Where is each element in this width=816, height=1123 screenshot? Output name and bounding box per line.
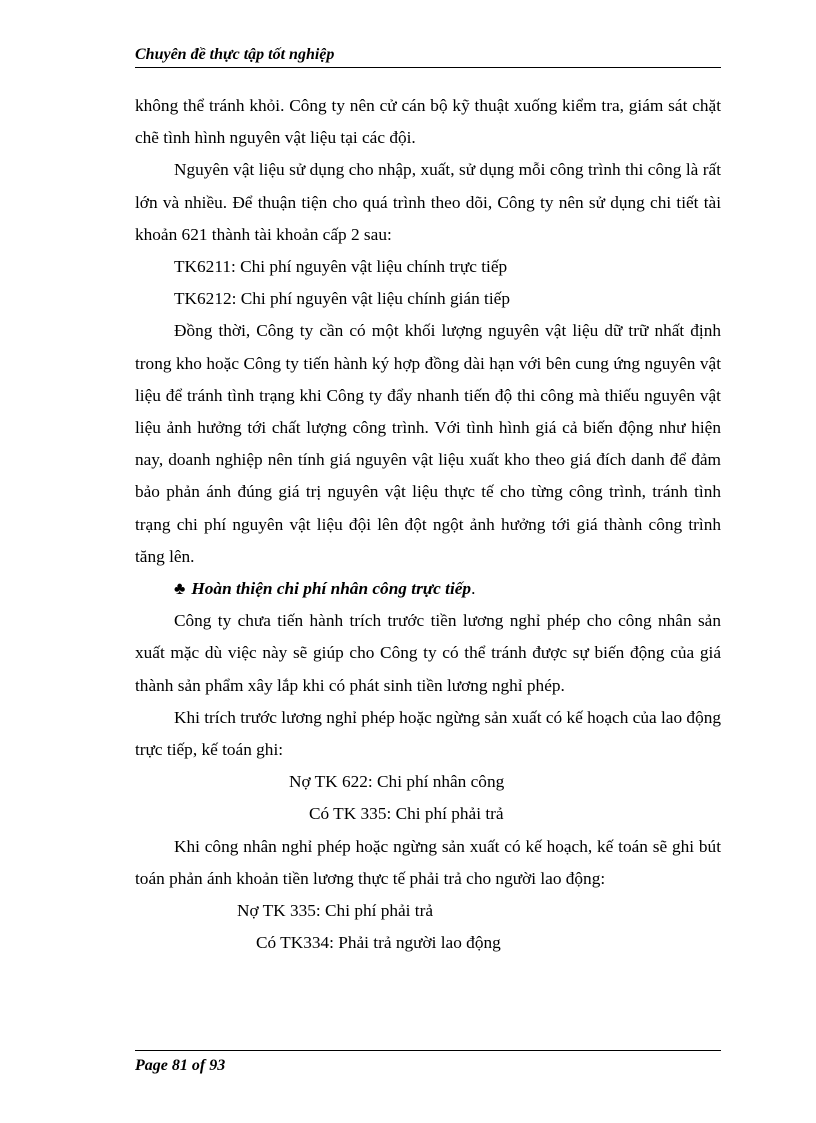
club-bullet-icon: ♣ xyxy=(174,579,186,599)
paragraph-3: Đồng thời, Công ty cần có một khối lượng nguyên vật liệu dữ trữ nhất định trong kho hoặc Công ty tiến hành ký hợp đồng dài hạn với bên cung ứng nguyên vật liệu để tránh tình trạng khi Công ty đẩy nhanh tiến độ thi công mà thiếu nguyên vật liệu ảnh hưởng tới chất lượng công trình. Với tình hình giá cả biến động như hiện nay, doanh nghiệp nên tính giá nguyên vật liệu xuất kho theo giá đích danh để đảm bảo phản ánh đúng giá trị nguyên vật liệu thực tế cho từng công trình, tránh tình trạng chi phí nguyên vật liệu đội lên đột ngột ảnh hưởng tới giá thành công trình tăng lên. xyxy=(135,321,721,566)
entry-1-credit: Có TK 335: Chi phí phải trả xyxy=(309,804,504,824)
paragraph-4: Công ty chưa tiến hành trích trước tiền lương nghỉ phép cho công nhân sản xuất mặc dù việc này sẽ giúp cho Công ty có thể tránh được sự biến động của giá thành sản phẩm xây lắp khi có phát sinh tiền lương nghỉ phép. xyxy=(135,611,721,695)
entry-2-debit: Nợ TK 335: Chi phí phải trả xyxy=(237,901,434,921)
entry-1-debit: Nợ TK 622: Chi phí nhân công xyxy=(289,772,505,792)
page-content xyxy=(135,90,721,959)
account-tk6211: TK6211: Chi phí nguyên vật liệu chính trực tiếp xyxy=(174,257,508,277)
paragraph-2: Nguyên vật liệu sử dụng cho nhập, xuất, sử dụng mỗi công trình thi công là rất lớn và nhiều. Để thuận tiện cho quá trình theo dõi, Công ty nên sử dụng chi tiết tài khoản 621 thành tài khoản cấp 2 sau: xyxy=(135,160,721,244)
section-heading-text: Hoàn thiện chi phí nhân công trực tiếp xyxy=(191,579,472,599)
page-header xyxy=(135,46,721,68)
page-number: Page 81 of 93 xyxy=(135,1057,226,1074)
account-tk6212: TK6212: Chi phí nguyên vật liệu chính gián tiếp xyxy=(174,289,510,309)
paragraph-5: Khi trích trước lương nghỉ phép hoặc ngừng sản xuất có kế hoạch của lao động trực tiếp, kế toán ghi: xyxy=(135,707,721,760)
paragraph-1: không thể tránh khỏi. Công ty nên cử cán bộ kỹ thuật xuống kiểm tra, giám sát chặt chẽ tình hình nguyên vật liệu tại các đội. xyxy=(135,96,721,148)
page-footer xyxy=(135,1050,721,1075)
section-heading-tail: . xyxy=(471,579,476,599)
entry-2-credit: Có TK334: Phải trả người lao động xyxy=(256,933,501,953)
paragraph-6: Khi công nhân nghỉ phép hoặc ngừng sản xuất có kế hoạch, kế toán sẽ ghi bút toán phản ánh khoản tiền lương thực tế phải trả cho người lao động: xyxy=(135,836,721,888)
header-title: Chuyên đề thực tập tốt nghiệp xyxy=(135,46,335,63)
section-heading xyxy=(135,573,721,605)
